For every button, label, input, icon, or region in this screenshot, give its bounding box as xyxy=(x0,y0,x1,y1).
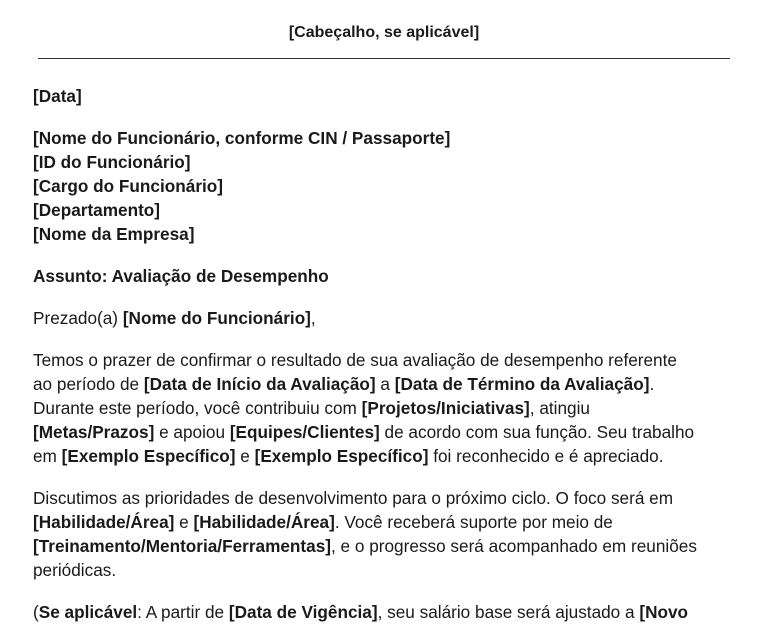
text-run: , atingiu xyxy=(529,398,590,418)
conditional-label: Se aplicável xyxy=(38,602,138,622)
placeholder-new-salary: [Novo xyxy=(639,602,689,622)
placeholder-skill: [Habilidade/Área] xyxy=(33,512,175,532)
paragraph-line: Temos o prazer de confirmar o resultado de sua avaliação de desempenho referente xyxy=(33,350,677,370)
placeholder-end-date: [Data de Término da Avaliação] xyxy=(394,374,650,394)
text-run: e xyxy=(174,512,194,532)
greeting-suffix: , xyxy=(310,308,316,328)
text-run: e apoiou xyxy=(154,422,230,442)
greeting-prefix: Prezado(a) xyxy=(33,308,123,328)
placeholder-projects: [Projetos/Iniciativas] xyxy=(361,398,530,418)
text-run: , seu salário base será ajustado a xyxy=(377,602,640,622)
text-run: . Você receberá suporte por meio de xyxy=(334,512,613,532)
paragraph-line xyxy=(33,510,738,534)
text-run: de acordo com sua função. Seu trabalho xyxy=(379,422,695,442)
paragraph-line xyxy=(33,420,738,444)
text-run: , e o progresso será acompanhado em reuniões xyxy=(331,536,697,556)
recipient-name: [Nome do Funcionário, conforme CIN / Passaporte] xyxy=(33,128,451,148)
paragraph-development xyxy=(33,486,738,582)
placeholder-training: [Treinamento/Mentoria/Ferramentas] xyxy=(33,536,331,556)
header-divider xyxy=(38,58,730,59)
paragraph-line xyxy=(33,600,738,624)
paragraph-line xyxy=(33,444,738,468)
placeholder-teams: [Equipes/Clientes] xyxy=(229,422,380,442)
text-run: foi reconhecido e é apreciado. xyxy=(428,446,664,466)
subject-line: Assunto: Avaliação de Desempenho xyxy=(33,266,329,286)
paragraph-line: Discutimos as prioridades de desenvolvimento para o próximo ciclo. O foco será em xyxy=(33,488,674,508)
subject-block xyxy=(33,264,738,288)
greeting-name: [Nome do Funcionário] xyxy=(122,308,311,328)
placeholder-example: [Exemplo Específico] xyxy=(254,446,429,466)
placeholder-start-date: [Data de Início da Avaliação] xyxy=(143,374,376,394)
greeting-line xyxy=(33,306,738,330)
paragraph-line xyxy=(33,396,738,420)
letter-date: [Data] xyxy=(33,86,82,106)
text-run: ao período de xyxy=(33,374,144,394)
placeholder-effective-date: [Data de Vigência] xyxy=(228,602,378,622)
recipient-company: [Nome da Empresa] xyxy=(33,224,195,244)
placeholder-skill: [Habilidade/Área] xyxy=(193,512,335,532)
recipient-id: [ID do Funcionário] xyxy=(33,152,191,172)
recipient-department: [Departamento] xyxy=(33,200,161,220)
recipient-role: [Cargo do Funcionário] xyxy=(33,176,224,196)
paragraph-line xyxy=(33,372,738,396)
placeholder-goals: [Metas/Prazos] xyxy=(33,422,155,442)
date-block xyxy=(33,84,738,108)
greeting-block xyxy=(33,306,738,330)
text-run: . xyxy=(649,374,655,394)
letter-body xyxy=(33,84,738,642)
text-run: ( xyxy=(33,602,39,622)
text-run: a xyxy=(375,374,395,394)
document-header: [Cabeçalho, se aplicável] xyxy=(288,24,480,41)
placeholder-example: [Exemplo Específico] xyxy=(61,446,236,466)
paragraph-performance xyxy=(33,348,738,468)
text-run: em xyxy=(33,446,62,466)
paragraph-line xyxy=(33,534,738,558)
paragraph-line: periódicas. xyxy=(33,560,117,580)
paragraph-salary xyxy=(33,600,738,624)
text-run: Durante este período, você contribuiu com xyxy=(33,398,362,418)
text-run: e xyxy=(235,446,255,466)
recipient-block xyxy=(33,126,738,246)
text-run: : A partir de xyxy=(137,602,229,622)
